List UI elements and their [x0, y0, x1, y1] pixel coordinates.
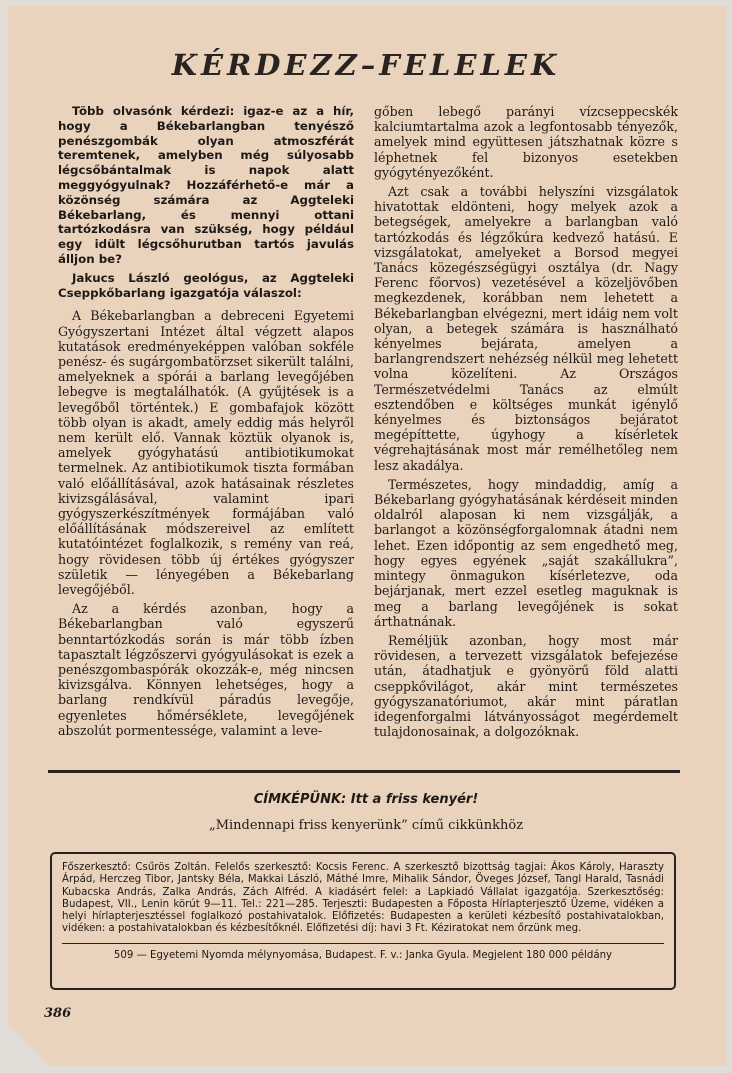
right-column: [374, 104, 678, 743]
impressum-box: [50, 852, 676, 990]
page-title: KÉRDEZZ–FELELEK: [171, 48, 561, 82]
body-paragraph: Az a kérdés azonban, hogy a Békebarlangban való egyszerű benntartózkodás során is már több ízben tapasztalt légzőszervi gyógyulásokat is ezek a penészgombaspórák okozzák-e, még nincsen kivizsgálva. Könnyen lehetséges, hogy a barlang rendkívül páradús levegője, egyenletes hőmérséklete, levegőjének abszolút pormentessége, valamint a leve-: [58, 601, 354, 738]
body-paragraph: Reméljük azonban, hogy most már rövidesen, a tervezett vizsgálatok befejezése után, átadhatjuk e gyönyörű föld alatti cseppkővilágot, akár mint természetes gyógyszanatóriumot, akár mint páratlan idegenforgalmi látványosságot megérdemelt tulajdonosainak, a dolgozóknak.: [374, 632, 678, 740]
page-number: 386: [44, 1006, 72, 1021]
body-paragraph: Azt csak a további helyszíni vizsgálatok hivatottak eldönteni, hogy melyek azok a betegségek, amelyekre a barlangban való tartózkodás és légzőkúra kedvező hatású. E vizsgálatokat, amelyeket a Borsod megyei Tanács közegészségügyi osztálya (dr. Nagy Ferenc főorvos) vezetésével a közeljövőben megkezdenek, korábban nem lehetett a Békebarlangban elvégezni, mert idáig nem volt olyan, a betegek számára is használható kényelmes bejárata, amelyen a barlangrendszert nehézség nélkül meg lehetett volna közelíteni. Az Országos Természetvédelmi Tanács az elmúlt esztendőben e költséges munkát igénylő kényelmes és biztonságos bejáratot megépíttette, úgyhogy a kísérletek végrehajtásának most már remélhetőleg nem lesz akadálya.: [374, 184, 678, 473]
reader-question: Több olvasónk kérdezi: igaz-e az a hír, hogy a Békebarlangban tenyésző penészgombák olyan atmoszférát teremtenek, amelyben még súlyosabb légcsőbántalmak is napok alatt meggyógyulnak? Hozzáférhető-e már a közönség számára az Aggteleki Békebarlang, és mennyi ottani tartózkodásra van szükség, hogy például egy idült légcsőhurutban tartós javulás álljon be?: [58, 104, 354, 266]
answerer-line: Jakucs László geológus, az Aggteleki Cseppkőbarlang igazgatója válaszol:: [58, 270, 354, 300]
cover-caption-subtitle: „Mindennapi friss kenyerünk” című cikkünkhöz: [208, 818, 524, 833]
left-column: [58, 104, 354, 742]
impressum-text: Főszerkesztő: Csűrös Zoltán. Felelős szerkesztő: Kocsis Ferenc. A szerkesztő bizottság tagjai: Ákos Károly, Haraszty Árpád, Herczeg Tibor, Jantsky Béla, Makkai László, Máthé Imre, Mihalik Sándor, Öveges József, Tangl Harald, Tasnádi Kubacska András, Zalka András, Zách Alfréd. A kiadásért felel: a Lapkiadó Vállalat igazgatója. Szerkesztőség: Budapest, VII., Lenin körút 9—11. Tel.: 221—285. Terjeszti: Budapesten a Főposta Hírlapterjesztő Üzeme, vidéken a helyi hírlapterjesztéssel foglalkozó postahivatalok. Előfizetés: Budapesten a kerületi kézbesítő postahivatalokban, vidéken: a postahivatalokban és kézbesítőknél. Előfizetési díj: havi 3 Ft. Kéziratokat nem őrzünk meg.: [62, 862, 664, 935]
body-paragraph: A Békebarlangban a debreceni Egyetemi Gyógyszertani Intézet által végzett alapos kutatások eredményeképpen valóban sokféle penész- és sugárgombatörzset sikerült találni, amelyeknek a spórái a barlang levegőjében lebegve is megtalálhatók. (A gyűjtések is a levegőből történtek.) E gombafajok között több olyan is akadt, amely eddig más helyről nem került elő. Vannak köztük olyanok is, amelyek gyógyhatású antibiotikumokat termelnek. Az antibiotikumok tiszta formában való előállításával, azok hatásainak részletes kivizsgálásával, valamint ipari gyógyszerkészítmények formájában való előállításának módszereivel az említett kutatóintézet foglalkozik, s remény van reá, hogy rövidesen több új értékes gyógyszer születik — lényegében a Békebarlang levegőjéből.: [58, 308, 354, 598]
section-divider: [48, 770, 680, 773]
body-paragraph-continued: gőben lebegő parányi vízcseppecskék kalciumtartalma azok a legfontosabb tényezők, amelyek mind együttesen játszhatnak közre s léphetnek fel bizonyos esetekben gyógytényezőként.: [374, 104, 678, 180]
body-paragraph: Természetes, hogy mindaddig, amíg a Békebarlang gyógyhatásának kérdéseit minden oldalról alaposan ki nem vizsgálják, a barlangot a közönségforgalomnak átadni nem lehet. Ezen időpontig az sem engedhető meg, hogy egyes egyének „saját szakállukra”, mintegy önmagukon kísérletezve, oda bejárjanak, mert ezzel esetleg maguknak is meg a barlang levegőjének is sokat árthatnának.: [374, 476, 678, 629]
cover-caption-heading: CÍMKÉPÜNK: Itt a friss kenyér!: [253, 792, 479, 807]
impressum-divider: [62, 943, 664, 944]
printer-line: 509 — Egyetemi Nyomda mélynyomása, Budapest. F. v.: Janka Gyula. Megjelent 180 000 példány: [113, 949, 613, 961]
